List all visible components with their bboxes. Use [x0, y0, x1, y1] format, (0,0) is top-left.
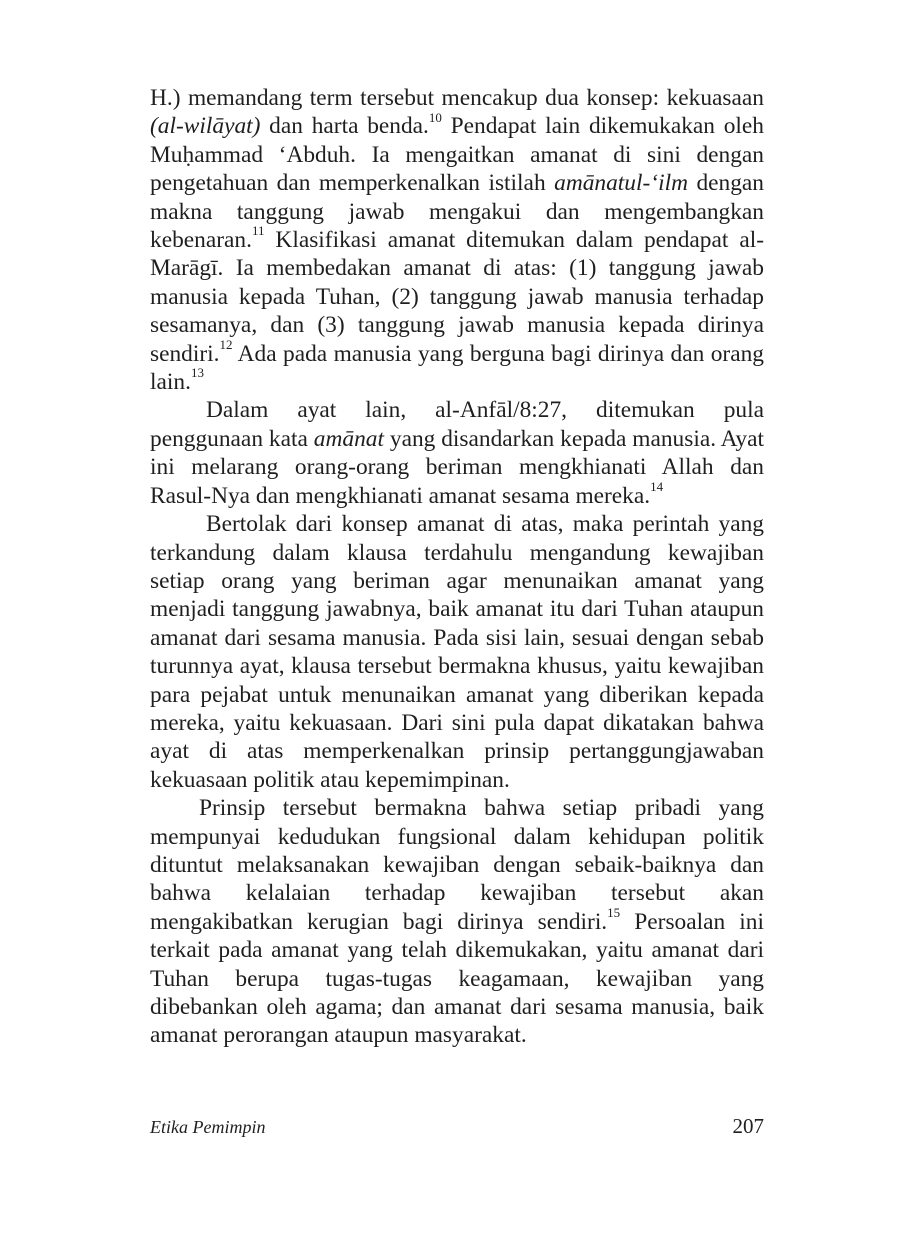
page-body [150, 84, 764, 1050]
footnote-ref-11[interactable]: 11 [251, 223, 265, 239]
text-run: Klasifikasi amanat ditemukan dalam pendapat al-Marāgī. Ia membedakan amanat di atas: (1) tanggung jawab manusia kepada Tuhan, (2) tanggung jawab manusia terhadap sesamanya, dan (3) tanggung jawab manusia kepada dirinya sendiri. [150, 227, 764, 367]
paragraph-3 [150, 510, 764, 794]
running-title: Etika Pemimpin [150, 1117, 266, 1137]
text-run: Persoalan ini terkait pada amanat yang telah dikemukakan, yaitu amanat dari Tuhan berupa tugas-tugas keagamaan, kewajiban yang dibebankan oleh agama; dan amanat dari sesama manusia, baik amanat perorangan ataupun masyarakat. [150, 908, 765, 1049]
footnote-ref-14[interactable]: 14 [650, 478, 664, 494]
footnote-ref-15[interactable]: 15 [607, 904, 621, 920]
footnote-ref-13[interactable]: 13 [190, 365, 204, 381]
italic-term: amānatul-‘ilm [554, 170, 688, 197]
text-run: Pendapat lain dikemukakan oleh Muḥammad ‘Abduh. Ia mengaitkan amanat di sini dengan pengetahuan dan memperkenalkan istilah [150, 113, 764, 197]
text-run: Bertolak dari konsep amanat di atas, maka perintah yang terkandung dalam klausa terdahulu mengandung kewajiban setiap orang yang beriman agar menunaikan amanat yang menjadi tanggung jawabnya, baik amanat itu dari Tuhan ataupun amanat dari sesama manusia. Pada sisi lain, sesuai dengan sebab turunnya ayat, klausa tersebut bermakna khusus, yaitu kewajiban para pejabat untuk menunaikan amanat yang diberikan kepada mereka, yaitu kekuasaan. Dari sini pula dapat dikatakan bahwa ayat di atas memperkenalkan prinsip pertanggungjawaban kekuasaan politik atau kepemimpinan. [150, 511, 764, 793]
page-number: 207 [732, 1114, 764, 1138]
paragraph-2 [150, 396, 764, 510]
italic-term: amānat [313, 425, 384, 452]
page-footer [150, 1114, 764, 1139]
text-run: Prinsip tersebut bermakna bahwa setiap pribadi yang mempunyai kedudukan fungsional dalam kehidupan politik dituntut melaksanakan kewajiban dengan sebaik-baiknya dan bahwa kelalaian terhadap kewajiban tersebut akan mengakibatkan kerugian bagi dirinya sendiri. [150, 795, 764, 935]
text-run: yang disandarkan kepada manusia. Ayat ini melarang orang-orang beriman mengkhianati Allah dan Rasul-Nya dan mengkhianati amanat sesama mereka. [150, 425, 765, 509]
text-run: Ada pada manusia yang berguna bagi dirinya dan orang lain. [150, 340, 764, 396]
footnote-ref-12[interactable]: 12 [219, 336, 233, 352]
footnote-ref-10[interactable]: 10 [428, 109, 442, 125]
text-run: Dalam ayat lain, al-Anfāl/8:27, ditemukan pula penggunaan kata [150, 397, 764, 452]
paragraph-1 [150, 84, 764, 396]
text-run: dengan makna tanggung jawab mengakui dan mengembangkan kebenaran. [150, 170, 764, 254]
text-run: H.) memandang term tersebut mencakup dua konsep: kekuasaan [150, 85, 764, 111]
italic-term: (al-wilāyat) [150, 113, 261, 140]
paragraph-4 [150, 794, 764, 1050]
text-run: dan harta benda. [260, 113, 429, 140]
